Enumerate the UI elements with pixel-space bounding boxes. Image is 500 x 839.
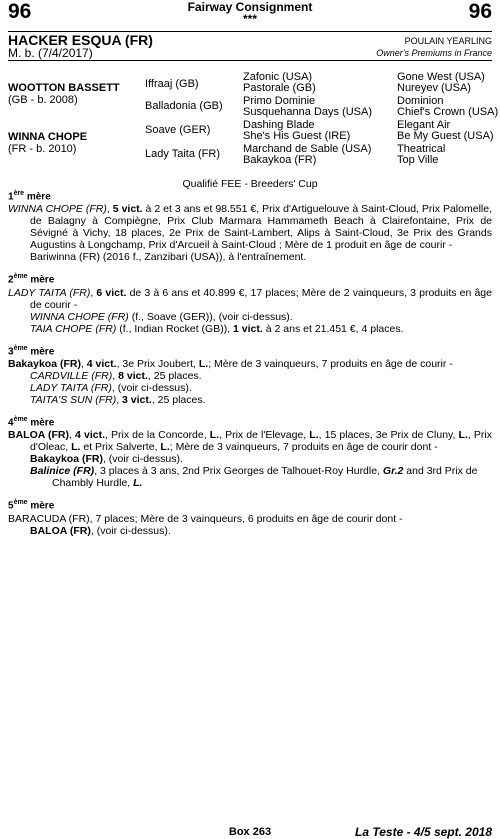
- female-family: [8, 188, 492, 537]
- dam-entry-line: Bakaykoa (FR), (voir ci-dessus).: [30, 453, 183, 466]
- dam-heading-number: 2: [8, 274, 14, 286]
- gen3-item: Zafonic (USA): [243, 71, 313, 83]
- gen4-item: Chief's Crown (USA): [397, 106, 499, 118]
- dam-entry-line: WINNA CHOPE (FR) (f., Soave (GER)), (voir ci-dessus).: [30, 310, 293, 323]
- gen3-item: Pastorale (GB): [243, 82, 316, 94]
- dam-info: (FR - b. 2010): [8, 143, 77, 155]
- dam-heading-number: 5: [8, 500, 14, 512]
- dam-entry-line: CARDVILLE (FR), 8 vict., 25 places.: [30, 369, 202, 382]
- lot-number-left: 96: [8, 0, 32, 23]
- gen3-item: Marchand de Sable (USA): [243, 143, 372, 155]
- dam-entry-line: TAIA CHOPE (FR) (f., Indian Rocket (GB)), 1 vict. à 2 ans et 21.451 €, 4 places.: [30, 322, 404, 335]
- gen2-item: Iffraaj (GB): [145, 78, 199, 90]
- gen3-item: Primo Dominie: [243, 95, 316, 107]
- dam-heading-word: mère: [27, 417, 55, 429]
- dam-heading-number: 4: [8, 417, 14, 429]
- dam-heading-suffix: ème: [13, 344, 28, 352]
- dam-heading-number: 3: [8, 345, 14, 357]
- dam-heading-suffix: ème: [13, 415, 28, 423]
- gen3-item: Dashing Blade: [243, 119, 315, 131]
- footer-sale: La Teste - 4/5 sept. 2018: [355, 825, 492, 839]
- dam-heading-suffix: ème: [13, 273, 28, 281]
- dam-name: WINNA CHOPE: [8, 131, 88, 143]
- dam-entry-line: Bariwinna (FR) (2016 f., Zanzibari (USA)), à l'entraînement.: [30, 251, 307, 264]
- dam-heading-word: mère: [27, 345, 55, 357]
- sire-info: (GB - b. 2008): [8, 94, 78, 106]
- dam-entry-line: BALOA (FR), (voir ci-dessus).: [30, 524, 171, 537]
- dam-section: [8, 497, 492, 536]
- gen4-item: Nureyev (USA): [397, 82, 471, 94]
- dam-heading: [8, 188, 492, 203]
- dam-heading-word: mère: [27, 274, 55, 286]
- dam-entry-line: BALOA (FR), 4 vict., Prix de la Concorde, L., Prix de l'Elevage, L., 15 places, 3e Prix de Cluny, L., Prix d'Oleac, L. et Prix Salverte, L.; Mère de 3 vainqueurs, 7 produits en âge de courir dont -: [8, 429, 492, 454]
- dam-heading: [8, 414, 492, 429]
- dam-entry-line: WINNA CHOPE (FR), 5 vict. à 2 et 3 ans et 98.551 €, Prix d'Artiguelouve à Saint-Cloud, Prix Palomelle, de Balagny à Compiègne, Prix Club Marmara Hammameth Beach à Clairefontaine, Prix de Sévigné à Vichy, 18 places, 2e Prix de Saint-Lambert, Alips à Saint-Cloud, 3e Prix des Grands Augustins à Longchamp, Prix d'Arcueil à Saint-Cloud ; Mère de 1 produit en âge de courir -: [8, 203, 492, 252]
- qualification: Qualifié FEE - Breeders' Cup: [182, 178, 318, 190]
- dam-section: [8, 271, 492, 334]
- dam-heading-word: mère: [24, 191, 51, 203]
- gen2-item: Lady Taita (FR): [145, 148, 220, 160]
- pedigree-table: [8, 70, 498, 170]
- dam-entry-line: LADY TAITA (FR), (voir ci-dessus).: [30, 381, 192, 394]
- dam-entry-line: LADY TAITA (FR), 6 vict. de 3 à 6 ans et 40.899 €, 17 places; Mère de 2 vainqueurs, 3 produits en âge de courir -: [8, 286, 492, 311]
- consignor-block: [0, 1, 500, 25]
- gen3-item: Bakaykoa (FR): [243, 154, 317, 166]
- dam-heading: [8, 271, 492, 286]
- gen3-item: Susquehanna Days (USA): [243, 106, 373, 118]
- gen4-item: Gone West (USA): [397, 71, 485, 83]
- sire-name: WOOTTON BASSETT: [8, 82, 120, 94]
- footer-box: Box 263: [228, 826, 272, 838]
- dam-section: [8, 343, 492, 406]
- gen4-item: Dominion: [397, 95, 444, 107]
- lot-number-right: 96: [468, 0, 492, 23]
- dam-heading-word: mère: [27, 500, 55, 512]
- dam-heading: [8, 497, 492, 512]
- horse-details: M. b. (7/4/2017): [8, 46, 93, 60]
- dam-section: [8, 414, 492, 489]
- dam-heading-suffix: ème: [13, 499, 28, 507]
- gen4-item: Be My Guest (USA): [397, 130, 494, 142]
- horse-name: HACKER ESQUA (FR): [8, 32, 153, 48]
- dam-entry-line: Bakaykoa (FR), 4 vict., 3e Prix Joubert, L.; Mère de 3 vainqueurs, 7 produits en âge de courir -: [8, 357, 453, 370]
- gen3-item: She's His Guest (IRE): [243, 130, 351, 142]
- owner-premiums: Owner's Premiums in France: [376, 48, 492, 58]
- gen4-item: Theatrical: [397, 143, 446, 155]
- sale-type: POULAIN YEARLING: [404, 36, 492, 46]
- gen4-item: Elegant Air: [397, 119, 451, 131]
- consignor-stars: ***: [242, 12, 257, 26]
- gen2-item: Soave (GER): [145, 124, 211, 136]
- dam-entry-line: TAITA'S SUN (FR), 3 vict., 25 places.: [30, 393, 206, 406]
- dam-section: [8, 188, 492, 263]
- consignor-name: Fairway Consignment: [187, 0, 313, 14]
- gen4-item: Top Ville: [397, 154, 439, 166]
- dam-heading: [8, 343, 492, 358]
- gen2-item: Balladonia (GB): [145, 100, 223, 112]
- dam-entry-line: Balinice (FR), 3 places à 3 ans, 2nd Prix Georges de Talhouet-Roy Hurdle, Gr.2 and 3rd Prix de Chambly Hurdle, L.: [30, 465, 478, 490]
- dam-heading-suffix: ère: [13, 190, 25, 197]
- dam-entry-line: BARACUDA (FR), 7 places; Mère de 3 vainqueurs, 6 produits en âge de courir dont -: [8, 512, 403, 525]
- horse-rule: [8, 60, 492, 61]
- dam-heading-number: 1: [8, 191, 14, 203]
